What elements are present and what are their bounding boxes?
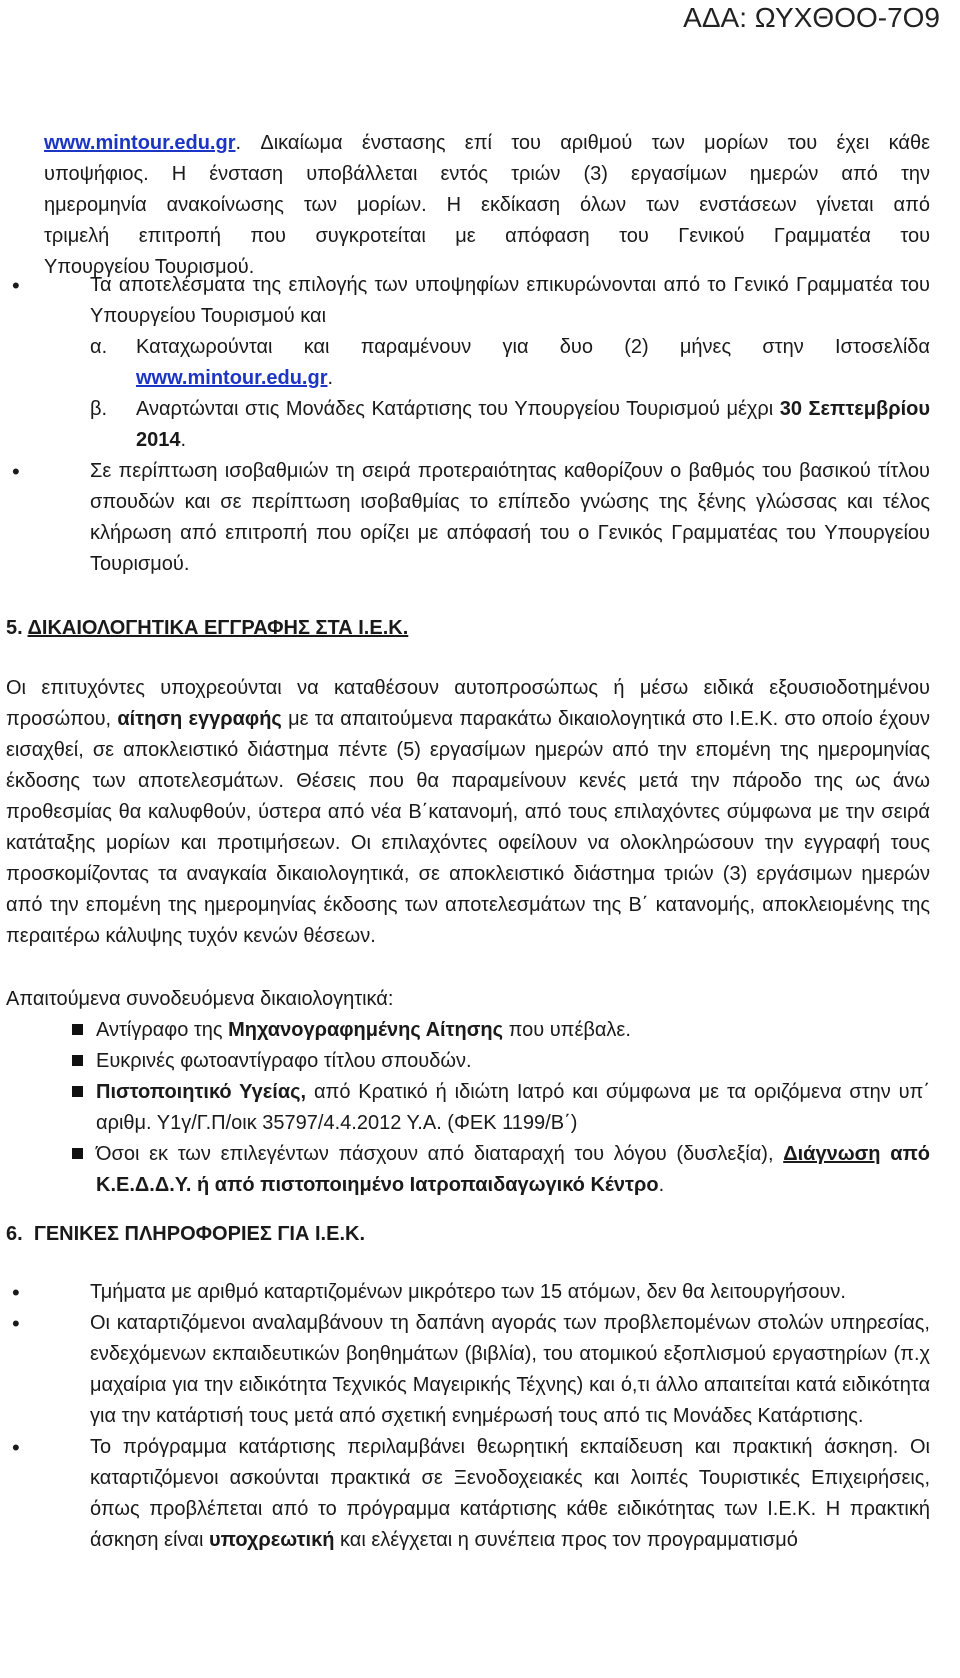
mintour-link[interactable]: www.mintour.edu.gr [44, 132, 236, 154]
results-bullets [12, 270, 930, 580]
square-bullet-icon [72, 1055, 83, 1066]
square-bullet-icon [72, 1024, 83, 1035]
square-bullet-icon [72, 1086, 83, 1097]
mintour-link-2[interactable]: www.mintour.edu.gr [136, 367, 328, 389]
section-6-heading: 6. ΓΕΝΙΚΕΣ ΠΛΗΡΟΦΟΡΙΕΣ ΓΙΑ Ι.Ε.Κ. [6, 1223, 365, 1245]
list-item: • Τμήματα με αριθμό καταρτιζομένων μικρότερο των 15 ατόμων, δεν θα λειτουργήσουν. [44, 1277, 930, 1308]
ada-code: ΑΔΑ: ΩΥΧΘΟΟ-7Ο9 [683, 2, 940, 33]
intro-paragraph: www.mintour.edu.gr. Δικαίωμα ένστασης επί του αριθμού των μορίων του έχει κάθε υποψήφιος. Η ένσταση υποβάλλεται εντός τριών (3) εργασίμων ημερών από την ημερομηνία ανακοίνωσης των μορίων. Η εκδίκαση όλων των ενστάσεων γίνεται από τριμελή επιτροπή που συγκροτείται με απόφαση του Γενικού Γραμματέα του Υπουργείου Τουρισμού. [44, 132, 930, 278]
general-info-bullets [12, 1277, 930, 1556]
list-item-sub-a: α. Καταχωρούνται και παραμένουν για δυο (2) μήνες στην Ιστοσελίδα www.mintour.edu.gr. [90, 336, 930, 389]
docs-list [6, 1015, 930, 1201]
list-item: Όσοι εκ των επιλεγέντων πάσχουν από διαταραχή του λόγου (δυσλεξία), Διάγνωση από Κ.Ε.Δ.Δ.Υ. ή από πιστοποιημένο Ιατροπαιδαγωγικό Κέντρο. [6, 1139, 930, 1201]
bullet-icon: • [12, 1280, 20, 1305]
list-item: Πιστοποιητικό Υγείας, από Κρατικό ή ιδιώτη Ιατρό και σύμφωνα με τα οριζόμενα στην υπ΄ αριθμ. Υ1γ/Γ.Π/οικ 35797/4.4.2012 Υ.Α. (ΦΕΚ 1199/Β΄) [6, 1077, 930, 1139]
bullet-icon: • [12, 1311, 20, 1336]
list-item: Αντίγραφο της Μηχανογραφημένης Αίτησης που υπέβαλε. [6, 1015, 930, 1046]
list-item: • Οι καταρτιζόμενοι αναλαμβάνουν τη δαπάνη αγοράς των προβλεπομένων στολών υπηρεσίας, ενδεχόμενων εκπαιδευτικών βοηθημάτων (βιβλία), του ατομικού εξοπλισμού εργαστηρίων (π.χ μαχαίρια για την ειδικότητα Τεχνικός Μαγειρικής Τέχνης) και ό,τι άλλο απαιτείται κατά ειδικότητα για την κατάρτισή τους μετά από σχετική ενημέρωσή τους από τις Μονάδες Κατάρτισης. [44, 1308, 930, 1432]
list-item-sub-b: β. Αναρτώνται στις Μονάδες Κατάρτισης του Υπουργείου Τουρισμού μέχρι 30 Σεπτεμβρίου 2014. [90, 398, 930, 451]
section-5-heading: 5. ΔΙΚΑΙΟΛΟΓΗΤΙΚΑ ΕΓΓΡΑΦΗΣ ΣΤΑ Ι.Ε.Κ. [6, 617, 409, 639]
list-item: • Τα αποτελέσματα της επιλογής των υποψηφίων επικυρώνονται από το Γενικό Γραμματέα του Υπουργείου Τουρισμού και [44, 270, 930, 332]
square-bullet-icon [72, 1148, 83, 1159]
bullet-icon: • [12, 1435, 20, 1460]
list-item: Ευκρινές φωτοαντίγραφο τίτλου σπουδών. [6, 1046, 930, 1077]
bullet-icon: • [12, 273, 20, 298]
docs-label: Απαιτούμενα συνοδευόμενα δικαιολογητικά: [6, 988, 394, 1010]
list-item: • Σε περίπτωση ισοβαθμιών τη σειρά προτεραιότητας καθορίζουν ο βαθμός του βασικού τίτλου σπουδών και σε περίπτωση ισοβαθμίας το επίπεδο γνώσης της ξένης γλώσσας και τέλος κλήρωση από επιτροπή που ορίζει με απόφασή του ο Γενικός Γραμματέας του Υπουργείου Τουρισμού. [44, 456, 930, 580]
bullet-icon: • [12, 459, 20, 484]
section-5-body: Οι επιτυχόντες υποχρεούνται να καταθέσουν αυτοπροσώπως ή μέσω ειδικά εξουσιοδοτημένου προσώπου, αίτηση εγγραφής με τα απαιτούμενα παρακάτω δικαιολογητικά στο Ι.Ε.Κ. στο οποίο έχουν εισαχθεί, σε αποκλειστικό διάστημα πέντε (5) εργασίμων ημερών από την επομένη της ημερομηνίας έκδοσης των αποτελεσμάτων. Θέσεις που θα παραμείνουν κενές μετά την πάροδο της ως άνω προθεσμίας θα καλυφθούν, ύστερα από νέα Β΄κατανομή, από τους επιλαχόντες σύμφωνα με την σειρά κατάταξης μορίων και προτιμήσεων. Οι επιλαχόντες οφείλουν να ολοκληρώσουν την εγγραφή τους προσκομίζοντας τα αναγκαία δικαιολογητικά, σε αποκλειστικό διάστημα τριών (3) εργάσιμων ημερών από την επομένη της ημερομηνίας έκδοσης των αποτελεσμάτων της Β΄ κατανομής, αποκλειομένης της περαιτέρω κάλυψης τυχόν κενών θέσεων. [6, 677, 931, 947]
list-item: • Το πρόγραμμα κατάρτισης περιλαμβάνει θεωρητική εκπαίδευση και πρακτική άσκηση. Οι καταρτιζόμενοι ασκούνται πρακτικά σε Ξενοδοχειακές και λοιπές Τουριστικές Επιχειρήσεις, όπως προβλέπεται από το πρόγραμμα κατάρτισης κάθε ειδικότητας των Ι.Ε.Κ. Η πρακτική άσκηση είναι υποχρεωτική και ελέγχεται η συνέπεια προς τον προγραμματισμό [44, 1432, 930, 1556]
